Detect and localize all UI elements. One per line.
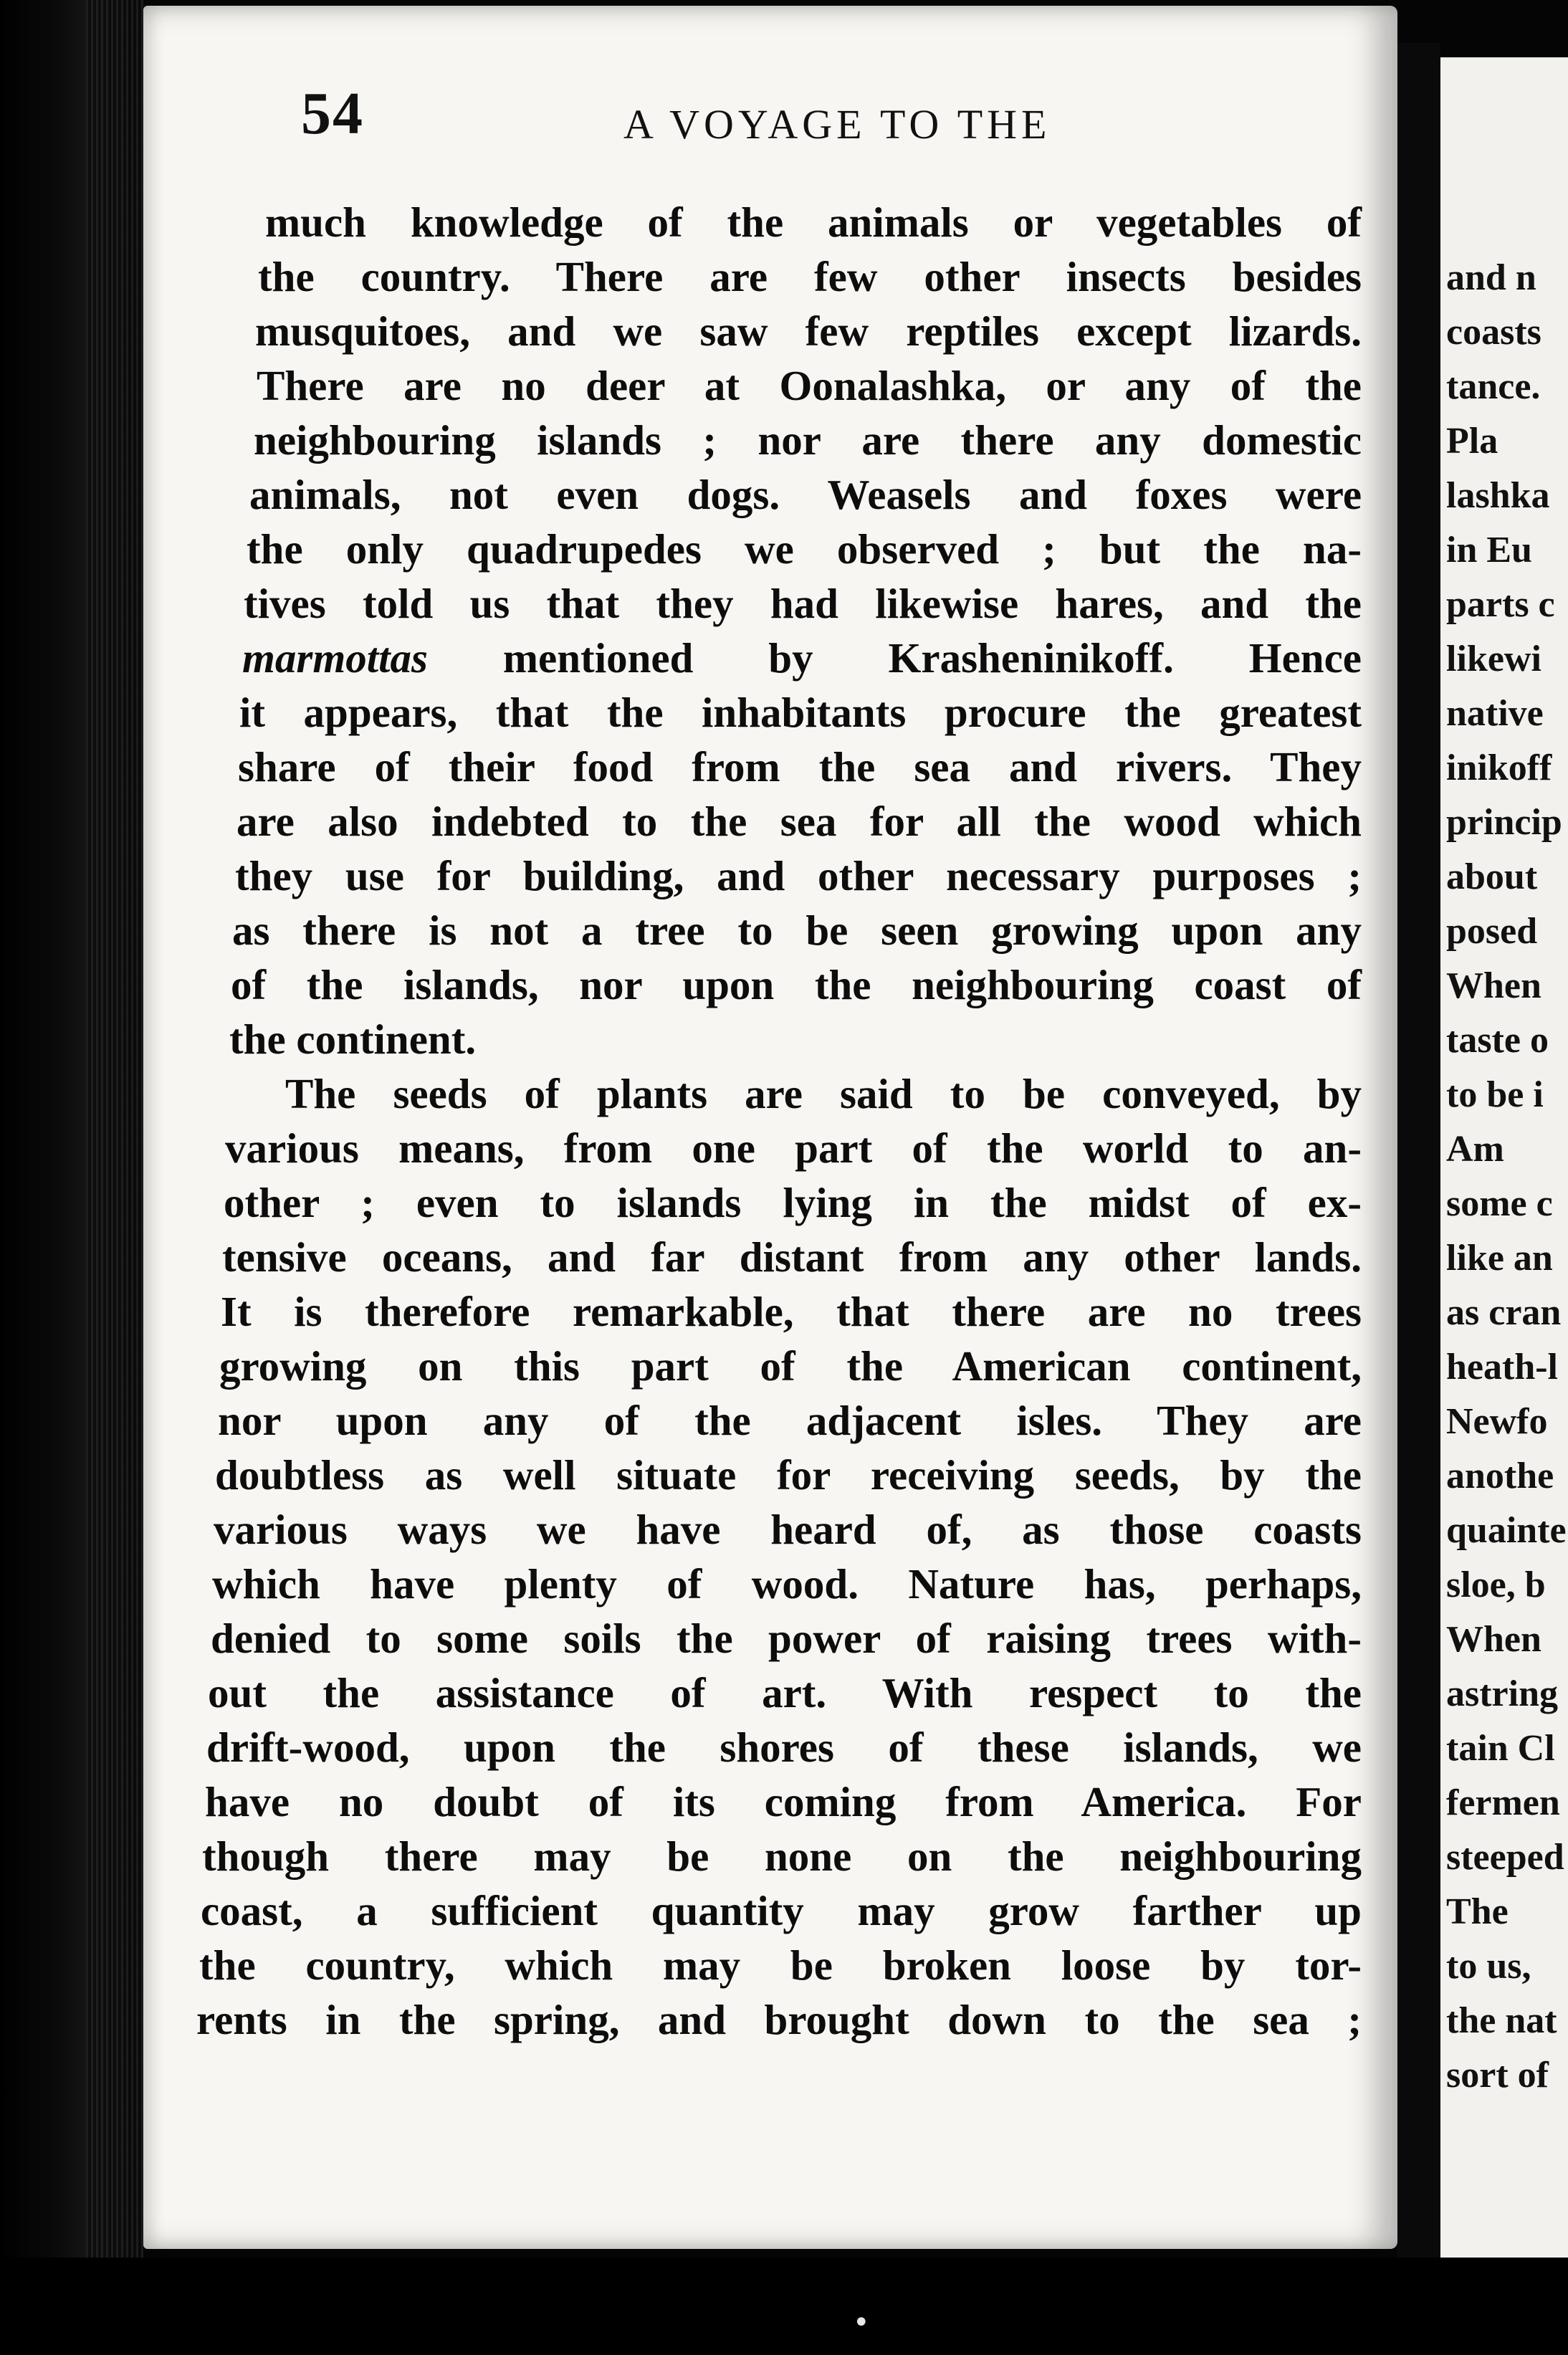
text-line: out the assistance of art. With respect to the [208,1669,1362,1716]
text-line: the country. There are few other insects besides [258,253,1362,300]
text-line: though there may be none on the neighbouring [202,1833,1362,1880]
facing-text-line: about [1446,856,1538,897]
facing-text-line: as cran [1446,1292,1562,1333]
scan-bottom-margin [0,2258,1568,2355]
text-line: the only quadrupedes we observed ; but the na- [247,525,1362,573]
facing-text-line: some c [1446,1183,1553,1224]
page-edges [86,0,143,2355]
facing-text-line: the nat [1446,2000,1557,2041]
facing-text-line: and n [1446,257,1536,298]
facing-text-line: to be i [1446,1074,1544,1115]
facing-text-line: heath-l [1446,1347,1558,1387]
text-line: neighbouring islands ; nor are there any domestic [254,416,1362,464]
text-line: musquitoes, and we saw few reptiles except lizards. [255,307,1362,355]
facing-text-line: lashka [1446,475,1550,516]
facing-text-line: anothe [1446,1456,1554,1496]
body-text [196,195,1362,2047]
text-line: share of their food from the sea and rivers. They [238,743,1362,790]
facing-text-line: native [1446,693,1544,734]
text-line: It is therefore remarkable, that there are no trees [221,1288,1362,1335]
text-line: are also indebted to the sea for all the wood which [236,798,1362,845]
facing-text-line: When [1446,965,1541,1006]
text-line: nor upon any of the adjacent isles. They are [218,1397,1362,1444]
text-line: other ; even to islands lying in the midst of ex- [224,1179,1362,1226]
text-line: rents in the spring, and brought down to the sea ; [196,1996,1362,2043]
facing-text-line: sloe, b [1446,1565,1546,1605]
text-line: various ways we have heard of, as those coasts [214,1506,1362,1553]
text-line: the country, which may be broken loose by tor- [199,1941,1362,1989]
facing-text-line: posed [1446,911,1538,952]
facing-text-line: inikoff [1446,747,1552,788]
page-number: 54 [301,80,364,147]
text-line: coast, a sufficient quantity may grow farther up [201,1887,1362,1934]
italic-word: marmottas [242,634,428,682]
text-line: it appears, that the inhabitants procure the greatest [239,689,1362,736]
text-line: much knowledge of the animals or vegetables of [265,199,1362,246]
facing-text-line: likewi [1446,639,1541,679]
facing-text-line: princip [1446,802,1562,843]
scan-smudge-icon: • [853,2306,870,2339]
running-title: A VOYAGE TO THE [623,101,1051,148]
facing-text-line: sort of [1446,2055,1549,2096]
text-line: The seeds of plants are said to be conveyed, by [285,1070,1362,1117]
text-line: There are no deer at Oonalashka, or any of the [257,362,1362,409]
text-line: which have plenty of wood. Nature has, perhaps, [212,1560,1362,1608]
text-line [242,631,1362,685]
facing-text-line: taste o [1446,1020,1549,1061]
facing-page-text [1446,251,1568,2103]
facing-text-line: Am [1446,1129,1504,1170]
facing-text-line: fermen [1446,1782,1560,1823]
facing-text-line: astring [1446,1673,1558,1714]
text-line: various means, from one part of the world to an- [225,1124,1362,1172]
text-line: doubtless as well situate for receiving seeds, by the [215,1451,1362,1499]
running-head [150,79,1154,158]
text-line: tensive oceans, and far distant from any other lands. [222,1233,1362,1281]
text-line: animals, not even dogs. Weasels and foxes were [249,471,1362,518]
facing-text-line: The [1446,1891,1509,1932]
text-line: the continent. [229,1016,477,1063]
facing-text-line: like an [1446,1238,1553,1279]
facing-text-line: coasts [1446,312,1541,353]
book-gutter [1397,43,1440,2265]
text-line: tives told us that they had likewise hares, and the [244,580,1362,627]
text-line: growing on this part of the American continent, [219,1342,1362,1390]
facing-text-line: quainte [1446,1510,1567,1551]
facing-text-line: steeped [1446,1837,1564,1878]
facing-text-line: parts c [1446,584,1555,625]
facing-text-line: When [1446,1619,1541,1660]
text-line: drift-wood, upon the shores of these islands, we [206,1724,1362,1771]
facing-text-line: tance. [1446,366,1541,407]
facing-text-line: Pla [1446,421,1498,462]
line-remainder: mentioned by Krasheninikoff. Hence [428,634,1362,682]
facing-text-line: tain Cl [1446,1728,1555,1769]
facing-text-line: in Eu [1446,530,1532,570]
facing-text-line: Newfo [1446,1401,1548,1442]
text-line: of the islands, nor upon the neighbouring coast of [231,961,1362,1008]
text-line: have no doubt of its coming from America. For [205,1778,1362,1825]
text-line: they use for building, and other necessary purposes ; [235,852,1362,899]
facing-text-line: to us, [1446,1946,1531,1987]
text-line: as there is not a tree to be seen growing upon any [232,907,1362,954]
text-line: denied to some soils the power of raising trees with- [211,1615,1362,1662]
